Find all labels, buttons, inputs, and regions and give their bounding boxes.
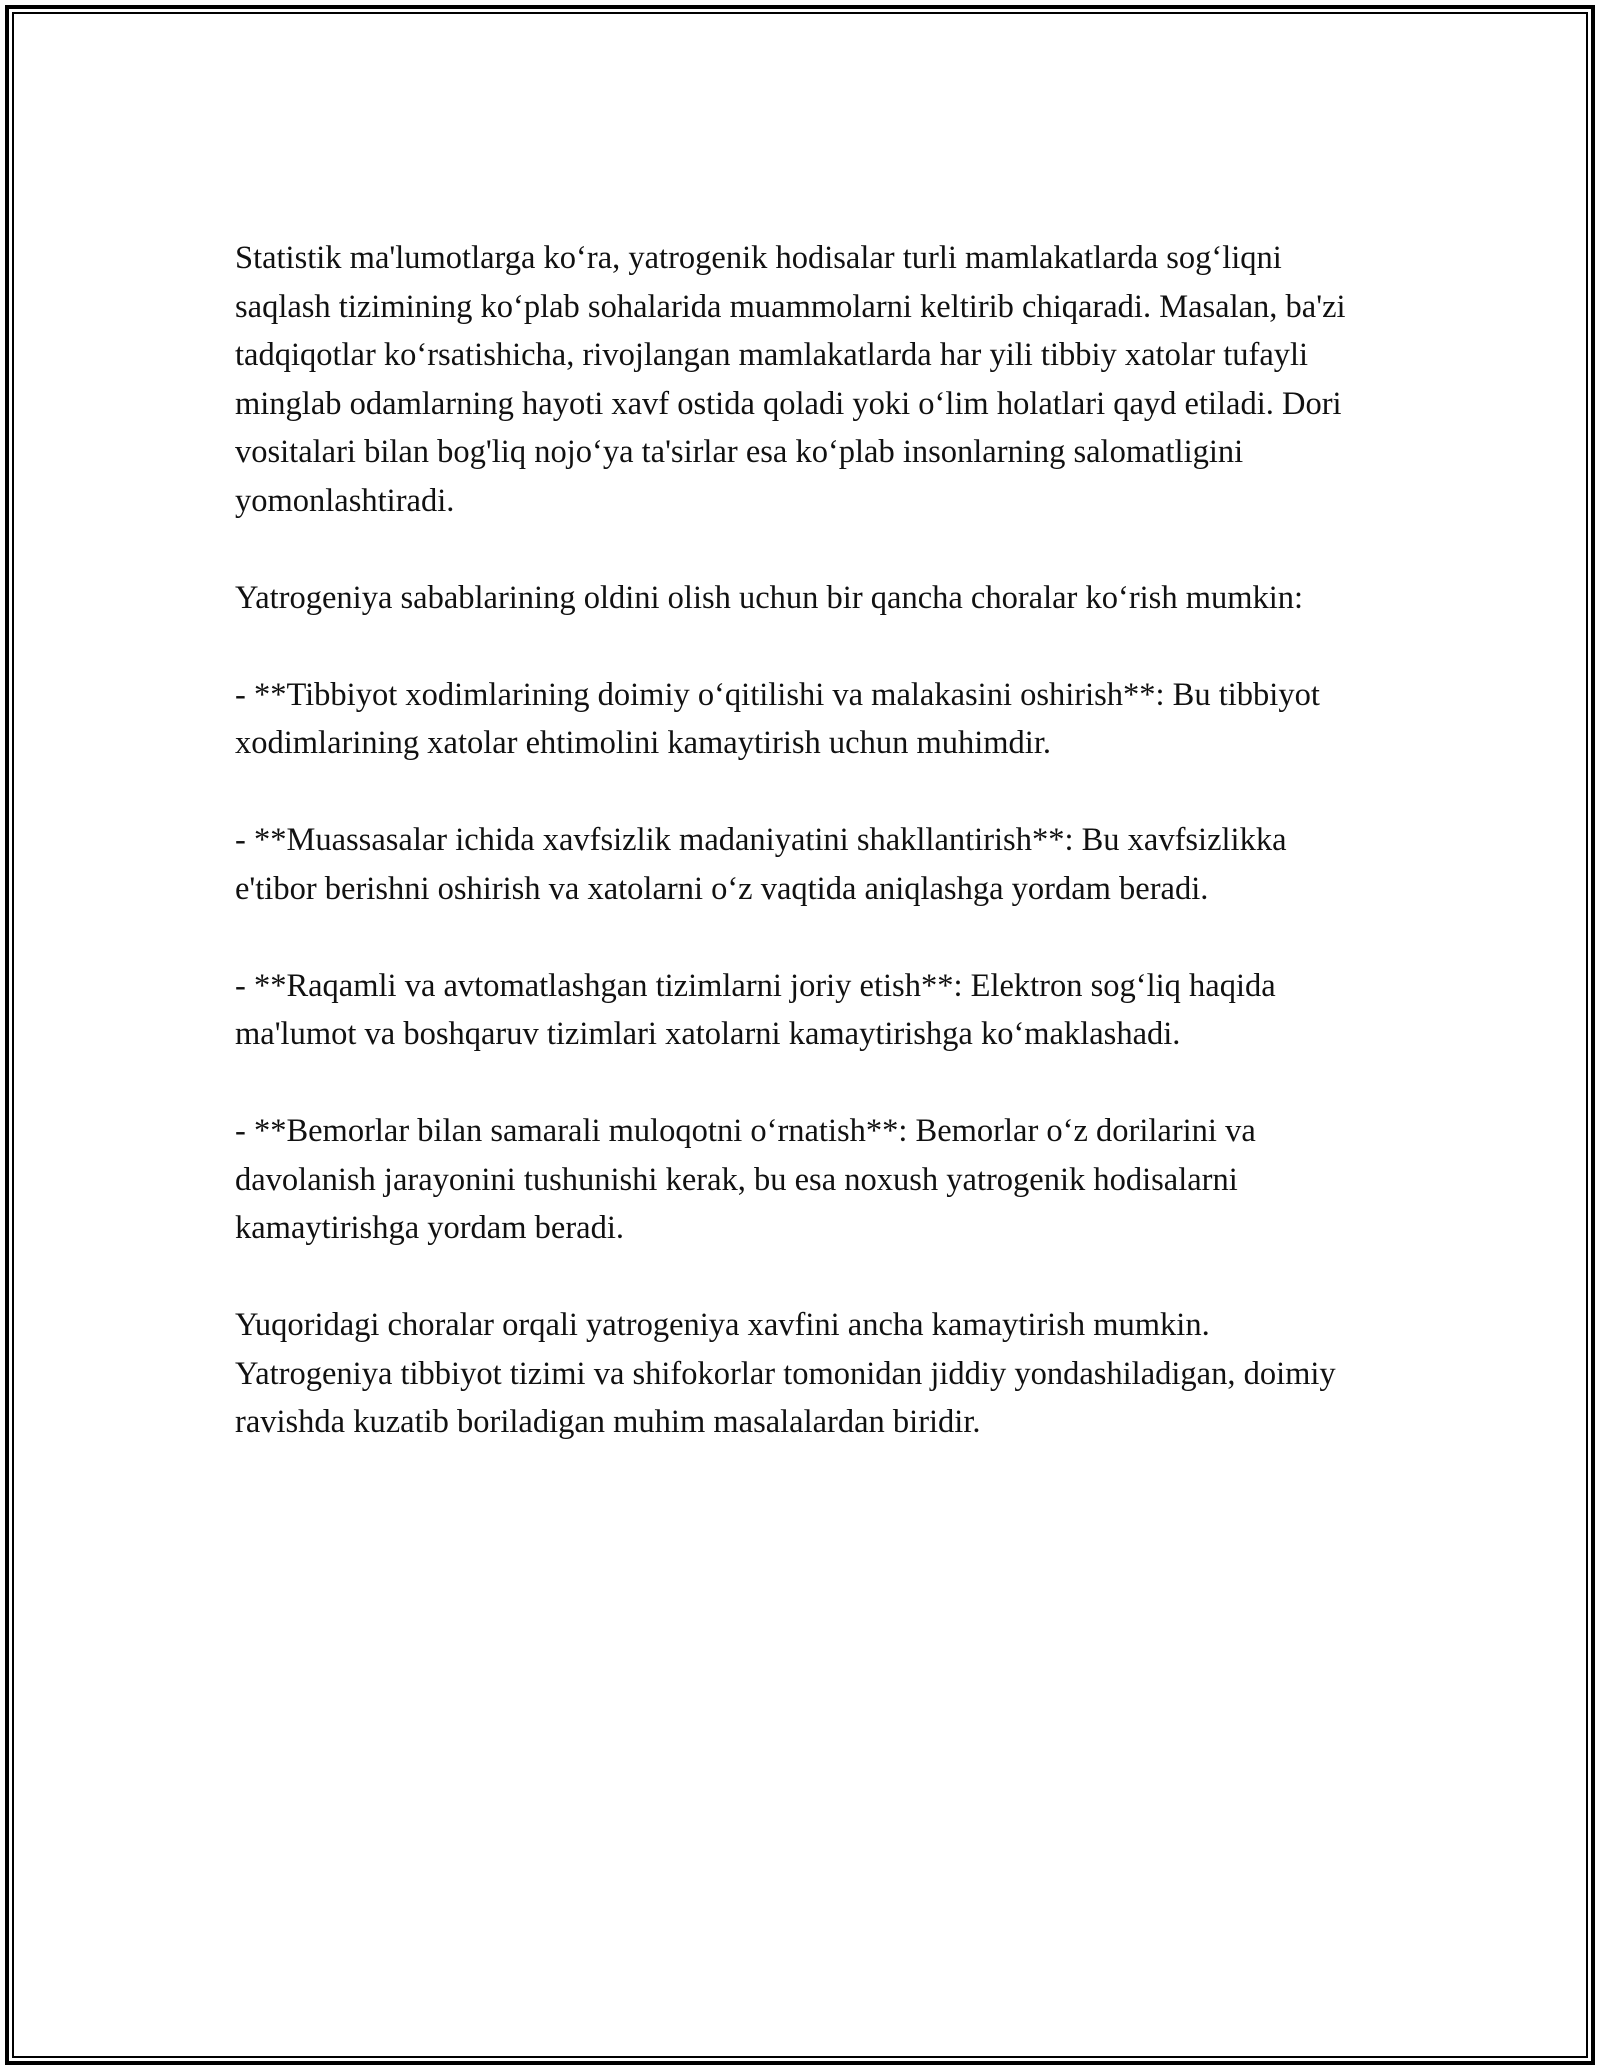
document-body <box>235 234 1365 1447</box>
paragraph-prevention-intro: Yatrogeniya sabablarining oldini olish uchun bir qancha choralar ko‘rish mumkin: <box>235 579 1304 616</box>
list-item-digital-systems: - **Raqamli va avtomatlashgan tizimlarni joriy etish**: Elektron sog‘liq haqida ma'lumot va boshqaruv tizimlari xatolarni kamaytirishga ko‘maklashadi. <box>235 967 1276 1052</box>
list-item-patient-communication: - **Bemorlar bilan samarali muloqotni o‘rnatish**: Bemorlar o‘z dorilarini va davolanish jarayonini tushunishi kerak, bu esa noxush yatrogenik hodisalarni kamaytirishga yordam beradi. <box>235 1113 1256 1246</box>
list-item-staff-training: - **Tibbiyot xodimlarining doimiy o‘qitilishi va malakasini oshirish**: Bu tibbiyot xodimlarining xatolar ehtimolini kamaytirish uchun muhimdir. <box>235 676 1320 761</box>
paragraph-statistics: Statistik ma'lumotlarga ko‘ra, yatrogenik hodisalar turli mamlakatlarda sog‘liqni saqlash tizimining ko‘plab sohalarida muammolarni keltirib chiqaradi. Masalan, ba'zi tadqiqotlar ko‘rsatishicha, rivojlangan mamlakatlarda har yili tibbiy xatolar tufayli minglab odamlarning hayoti xavf ostida qoladi yoki o‘lim holatlari qayd etiladi. Dori vositalari bilan bog'liq nojo‘ya ta'sirlar esa ko‘plab insonlarning salomatligini yomonlashtiradi. <box>235 240 1346 519</box>
paragraph-conclusion: Yuqoridagi choralar orqali yatrogeniya xavfini ancha kamaytirish mumkin. Yatrogeniya tibbiyot tizimi va shifokorlar tomonidan jiddiy yondashiladigan, doimiy ravishda kuzatib boriladigan muhim masalalardan biridir. <box>235 1307 1336 1440</box>
list-item-safety-culture: - **Muassasalar ichida xavfsizlik madaniyatini shakllantirish**: Bu xavfsizlikka e'tibor berishni oshirish va xatolarni o‘z vaqtida aniqlashga yordam beradi. <box>235 822 1287 907</box>
